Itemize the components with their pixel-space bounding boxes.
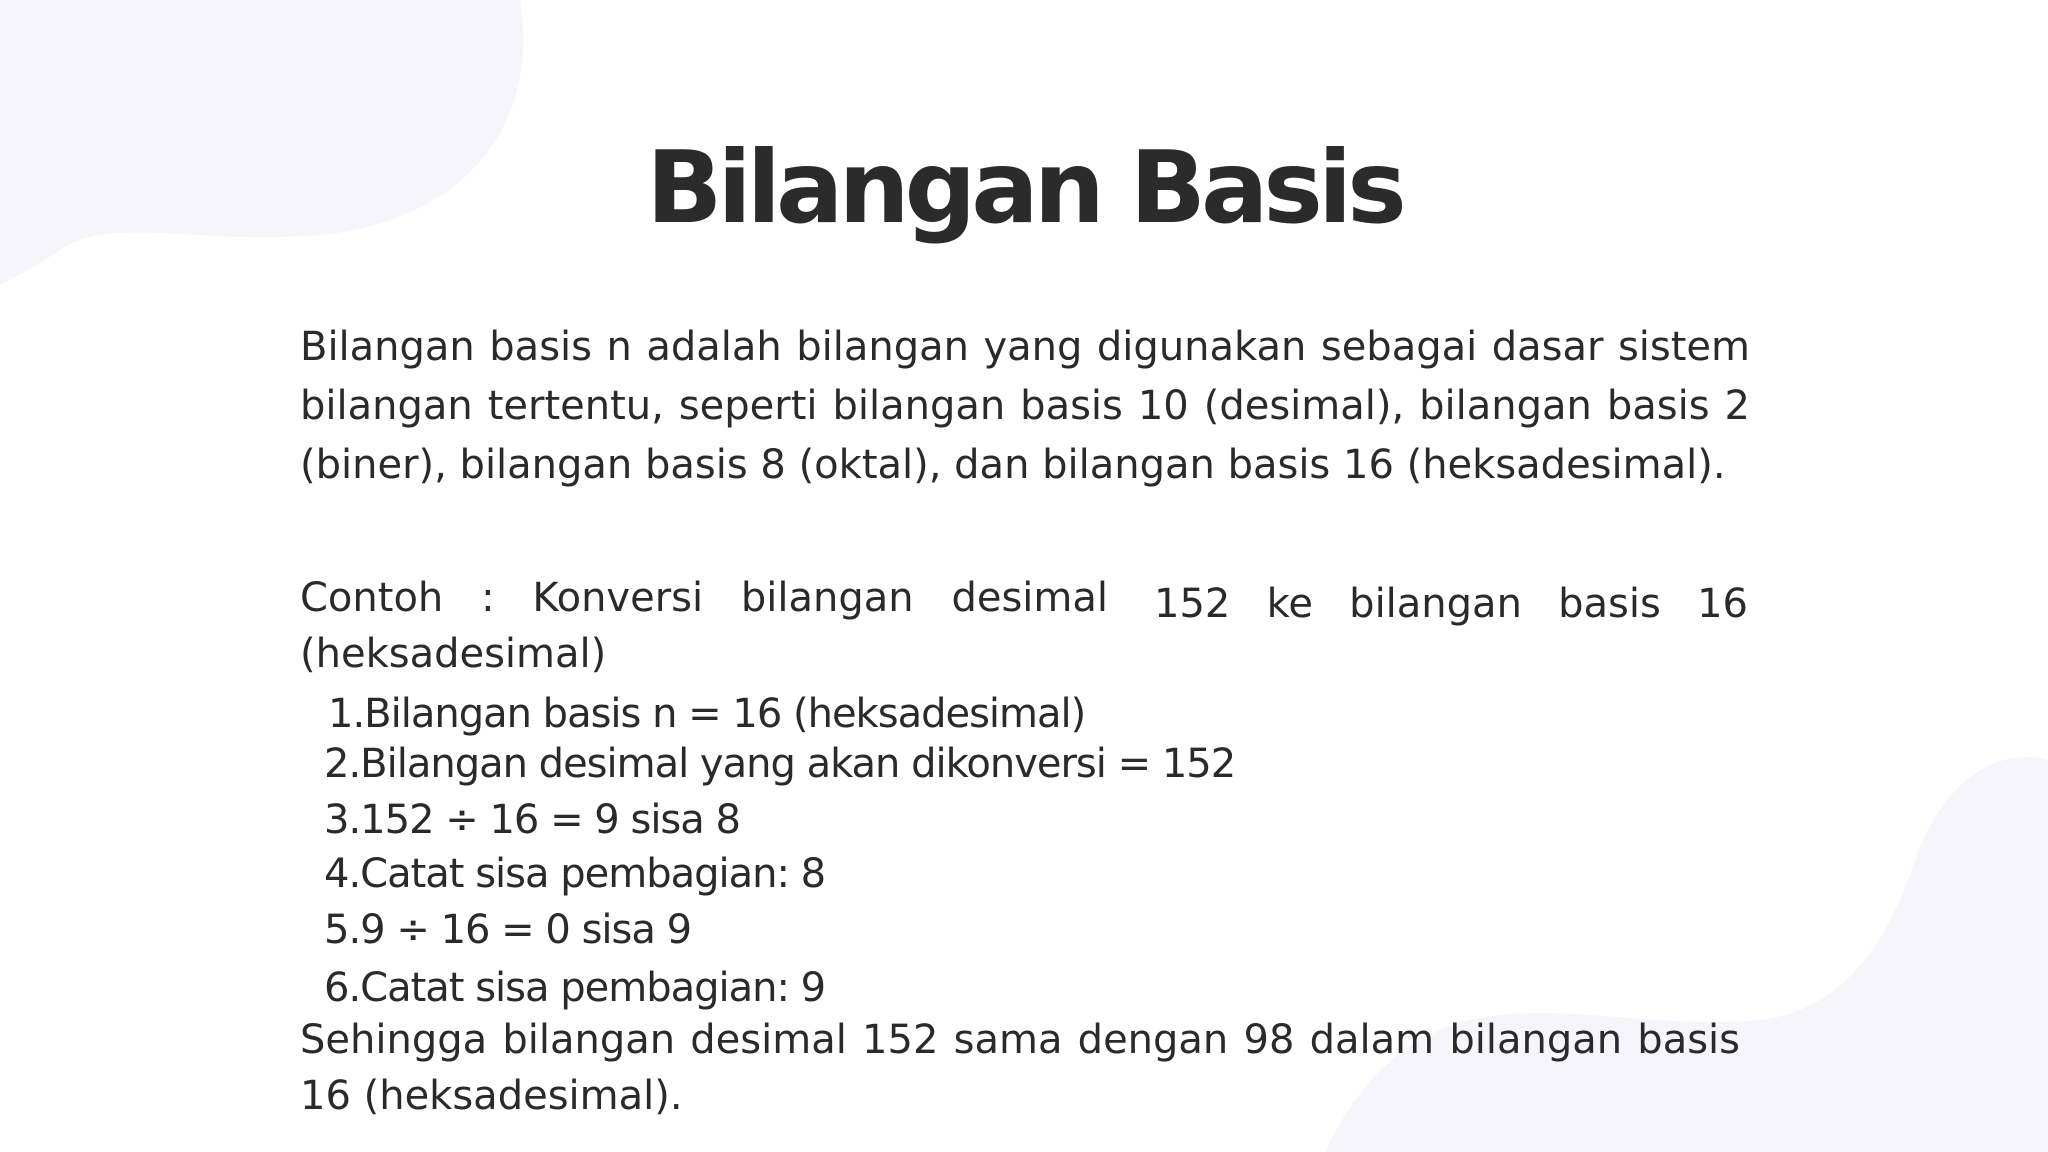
step-number: 1. — [328, 691, 365, 737]
slide-title: Bilangan Basis — [646, 129, 1402, 246]
step-number: 5. — [324, 907, 361, 953]
list-item — [324, 736, 1235, 792]
step-number: 2. — [324, 741, 361, 787]
list-item — [324, 792, 740, 848]
example-target: 152 ke bilangan basis 16 — [1154, 581, 1748, 627]
intro-paragraph: Bilangan basis n adalah bilangan yang digunakan sebagai dasar sistem bilangan tertentu, seperti bilangan basis 10 (desimal), bilangan basis 2 (biner), bilangan basis 8 (oktal), dan bilangan basis 16 (heksadesimal). — [300, 324, 1750, 488]
conclusion-paragraph: Sehingga bilangan desimal 152 sama dengan 98 dalam bilangan basis 16 (heksadesimal). — [300, 1017, 1740, 1119]
list-item — [324, 846, 825, 902]
example-line — [300, 570, 1750, 626]
step-text: Catat sisa pembagian: 8 — [360, 851, 826, 897]
example-label: Contoh : Konversi bilangan desimal — [300, 575, 1108, 621]
list-item — [324, 902, 691, 958]
step-text: 9 ÷ 16 = 0 sisa 9 — [360, 907, 692, 953]
list-item — [324, 960, 825, 1016]
step-text: 152 ÷ 16 = 9 sisa 8 — [360, 797, 740, 843]
step-text: Bilangan basis n = 16 (heksadesimal) — [364, 691, 1086, 737]
step-text: Catat sisa pembagian: 9 — [360, 965, 826, 1011]
step-number: 6. — [324, 965, 361, 1011]
step-number: 4. — [324, 851, 361, 897]
step-text: Bilangan desimal yang akan dikonversi = 152 — [360, 741, 1236, 787]
step-number: 3. — [324, 797, 361, 843]
list-item — [328, 686, 1085, 742]
example-line-continued: (heksadesimal) — [300, 631, 607, 677]
